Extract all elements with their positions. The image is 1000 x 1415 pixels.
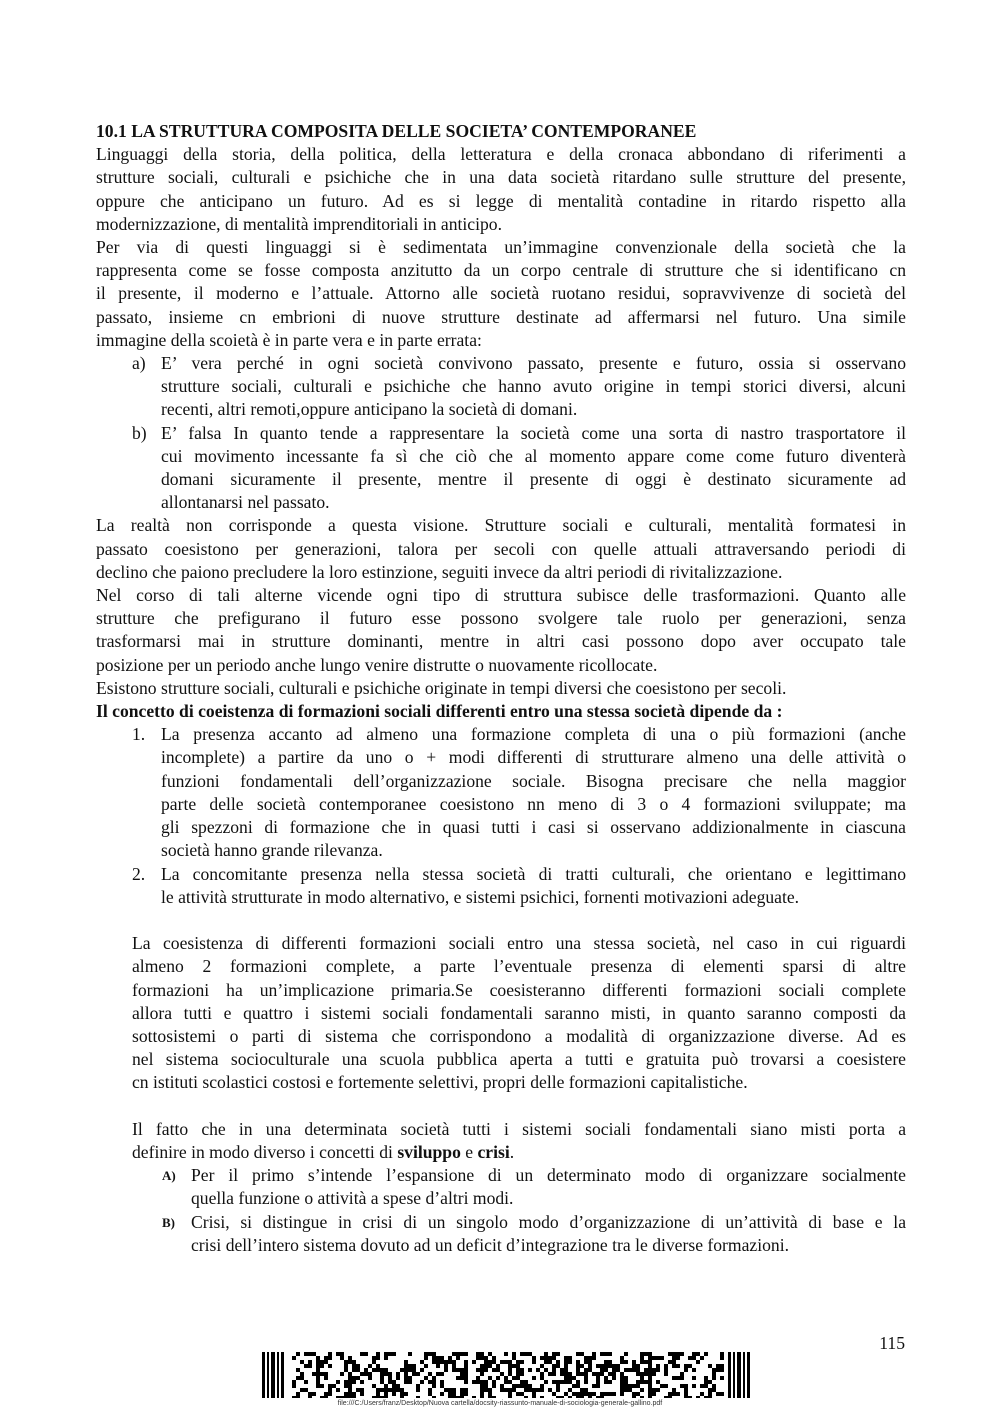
text-line: cn istituti scolastici costosi e fortemente selettivi, propri delle formazioni capitalistiche.: [132, 1072, 748, 1093]
text-line: Linguaggi della storia, della politica, della letteratura e della cronaca abbondano di riferimenti a: [96, 144, 906, 165]
text-line: formazioni ha un’implicazione primaria.Se coesisteranno differenti formazioni sociali complete: [132, 979, 906, 1000]
text-line: nel sistema socioculturale una scuola pubblica aperta a tutti e gratuita può trovarsi a coesistere: [132, 1049, 906, 1070]
list-line: [96, 863, 906, 886]
text-line: La realtà non corrisponde a questa visione. Strutture sociali e culturali, mentalità formatesi in: [96, 515, 906, 536]
list-line: crisi dell’intero sistema dovuto ad un deficit d’integrazione tra le diverse formazioni.: [191, 1234, 789, 1255]
paragraph-1: [96, 143, 906, 236]
text-line: passato, insieme cn embrioni di nuove strutture destinate ad affermarsi nel futuro. Una simile: [96, 306, 906, 327]
text-line: La coesistenza di differenti formazioni sociali entro una stessa società, nel caso in cui riguardi: [132, 933, 906, 954]
list-text: La concomitante presenza nella stessa società di tratti culturali, che orientano e legittimano: [161, 863, 906, 884]
paragraph-6: [96, 932, 906, 1094]
list-item-B: [96, 1211, 906, 1257]
list-marker: A): [162, 1168, 176, 1184]
paragraph-4: [96, 584, 906, 677]
page-number: 115: [879, 1333, 905, 1353]
list-line: recenti, altri remoti,oppure anticipano la società di domani.: [161, 399, 578, 420]
text-line: oppure che anticipano un futuro. Ad es si legge di mentalità contadine in ritardo rispetto alla: [96, 190, 906, 211]
list-item-a: [96, 352, 906, 422]
barcode-icon: [262, 1352, 750, 1398]
text-line: trasformarsi mai in strutture dominanti, mentre in altri casi possono dopo aver occupato tale: [96, 631, 906, 652]
list-line: [96, 352, 906, 375]
list-marker: 1.: [132, 724, 146, 745]
list-line: domani sicuramente il presente, mentre il presente di oggi è destinato sicuramente ad: [161, 469, 906, 490]
list-item-b: [96, 422, 906, 515]
spacer: [96, 909, 906, 932]
list-line: strutture sociali, culturali e psichiche che hanno avuto origine in tempi storici diversi, alcuni: [161, 376, 906, 397]
paragraph-3: [96, 514, 906, 584]
list-item-A: [96, 1164, 906, 1210]
term-crisi: crisi: [477, 1141, 510, 1162]
list-line: [96, 1211, 906, 1234]
bold-statement: Il concetto di coeistenza di formazioni sociali differenti entro una stessa società dipende da :: [96, 701, 783, 722]
text-line: sottosistemi o parti di sistema che corrispondono a modalità di organizzazione diverse. Ad es: [132, 1025, 906, 1046]
text-line: strutture sociali, culturali e psichiche che in una data società ritardano sulle strutture del presente,: [96, 167, 906, 188]
text-line: posizione per un periodo anche lungo venire distrutte o nuovamente ricollocate.: [96, 654, 658, 675]
text-line: Nel corso di tali alterne vicende ogni tipo di struttura subisce delle trasformazioni. Quanto alle: [96, 585, 906, 606]
list-text: E’ falsa In quanto tende a rappresentare la società come una sorta di nastro trasportatore il: [161, 422, 906, 443]
list-marker: a): [132, 353, 146, 374]
list-text: Per il primo s’intende l’espansione di un determinato modo di organizzare socialmente: [191, 1165, 906, 1186]
text-run: e: [460, 1141, 478, 1162]
text-line: almeno 2 formazioni complete, a parte l’eventuale presenza di elementi sparsi di altre: [132, 956, 906, 977]
list-line: cui movimento incessante fa sì che ciò che al momento appare come come futuro diventerà: [161, 445, 906, 466]
list-text: La presenza accanto ad almeno una formazione completa di una o più formazioni (anche: [161, 724, 906, 745]
list-line: [96, 422, 906, 445]
text-line: Il fatto che in una determinata società tutti i sistemi sociali fondamentali siano misti porta a: [132, 1118, 906, 1139]
spacer: [96, 1095, 906, 1118]
list-line: allontanarsi nel passato.: [161, 492, 330, 513]
list-item-1: [96, 723, 906, 862]
text-line: Per via di questi linguaggi si è sedimentata un’immagine convenzionale della società che la: [96, 237, 906, 258]
text-line: strutture che prefigurano il futuro esse possono svolgere tale ruolo per generazioni, senza: [96, 608, 906, 629]
text-line: immagine della scoietà è in parte vera e in parte errata:: [96, 329, 482, 350]
text-line: il presente, il moderno e l’attuale. Attorno alle società ruotano residui, sopravvivenze di società del: [96, 283, 906, 304]
list-line: gli spezzoni di formazione che in quasi tutti i casi si osservano addizionalmente in ciascuna: [161, 817, 906, 838]
list-text: Crisi, si distingue in crisi di un singolo modo d’organizzazione di un’attività di base e la: [191, 1211, 906, 1232]
text-line: passato coesistono per generazioni, talora per secoli con quelle attuali attraversando periodi di: [96, 538, 906, 559]
text-line: declino che paiono precludere la loro estinzione, seguiti invece da altri periodi di rivitalizzazione.: [96, 561, 783, 582]
list-line: incomplete) a partire da uno o + modi differenti di strutturare almeno una delle attività o: [161, 747, 906, 768]
list-item-2: [96, 863, 906, 909]
list-marker: b): [132, 422, 147, 443]
document-page: [96, 120, 906, 1257]
text-run: definire in modo diverso i concetti di: [132, 1141, 398, 1162]
paragraph-2: [96, 236, 906, 352]
text-line: [96, 1141, 906, 1164]
list-line: società hanno grande rilevanza.: [161, 840, 383, 861]
list-line: le attività strutturate in modo alternativo, e sistemi psichici, fornenti motivazioni adeguate.: [161, 886, 800, 907]
list-marker: B): [162, 1214, 175, 1230]
text-run: .: [509, 1141, 515, 1162]
text-line: rappresenta come se fosse composta anzitutto da un corpo centrale di strutture che si identificano cn: [96, 260, 906, 281]
list-line: [96, 1164, 906, 1187]
text-line: modernizzazione, di mentalità imprenditoriali in anticipo.: [96, 213, 502, 234]
list-line: [96, 723, 906, 746]
term-sviluppo: sviluppo: [397, 1141, 461, 1162]
list-text: E’ vera perché in ogni società convivono passato, presente e futuro, ossia si osservano: [161, 353, 906, 374]
text-line: allora tutti e quattro i sistemi sociali fondamentali saranno misti, in quanto saranno composti da: [132, 1002, 906, 1023]
paragraph-5: Esistono strutture sociali, culturali e psichiche originate in tempi diversi che coesistono per secoli.: [96, 677, 787, 698]
list-marker: 2.: [132, 863, 146, 884]
paragraph-7: [96, 1118, 906, 1164]
list-line: quella funzione o attività a spese d’altri modi.: [191, 1188, 514, 1209]
section-heading: 10.1 LA STRUTTURA COMPOSITA DELLE SOCIETA’ CONTEMPORANEE: [96, 121, 697, 141]
file-path: file:///C:/Users/franz/Desktop/Nuova cartella/docsity-riassunto-manuale-di-sociologia-generale-gallino.pdf: [337, 1400, 663, 1407]
list-line: funzioni fondamentali dell’organizzazione sociale. Bisogna precisare che nella maggior: [161, 770, 906, 791]
list-line: parte delle società contemporanee coesistono nn meno di 3 o 4 formazioni sviluppate; ma: [161, 793, 906, 814]
